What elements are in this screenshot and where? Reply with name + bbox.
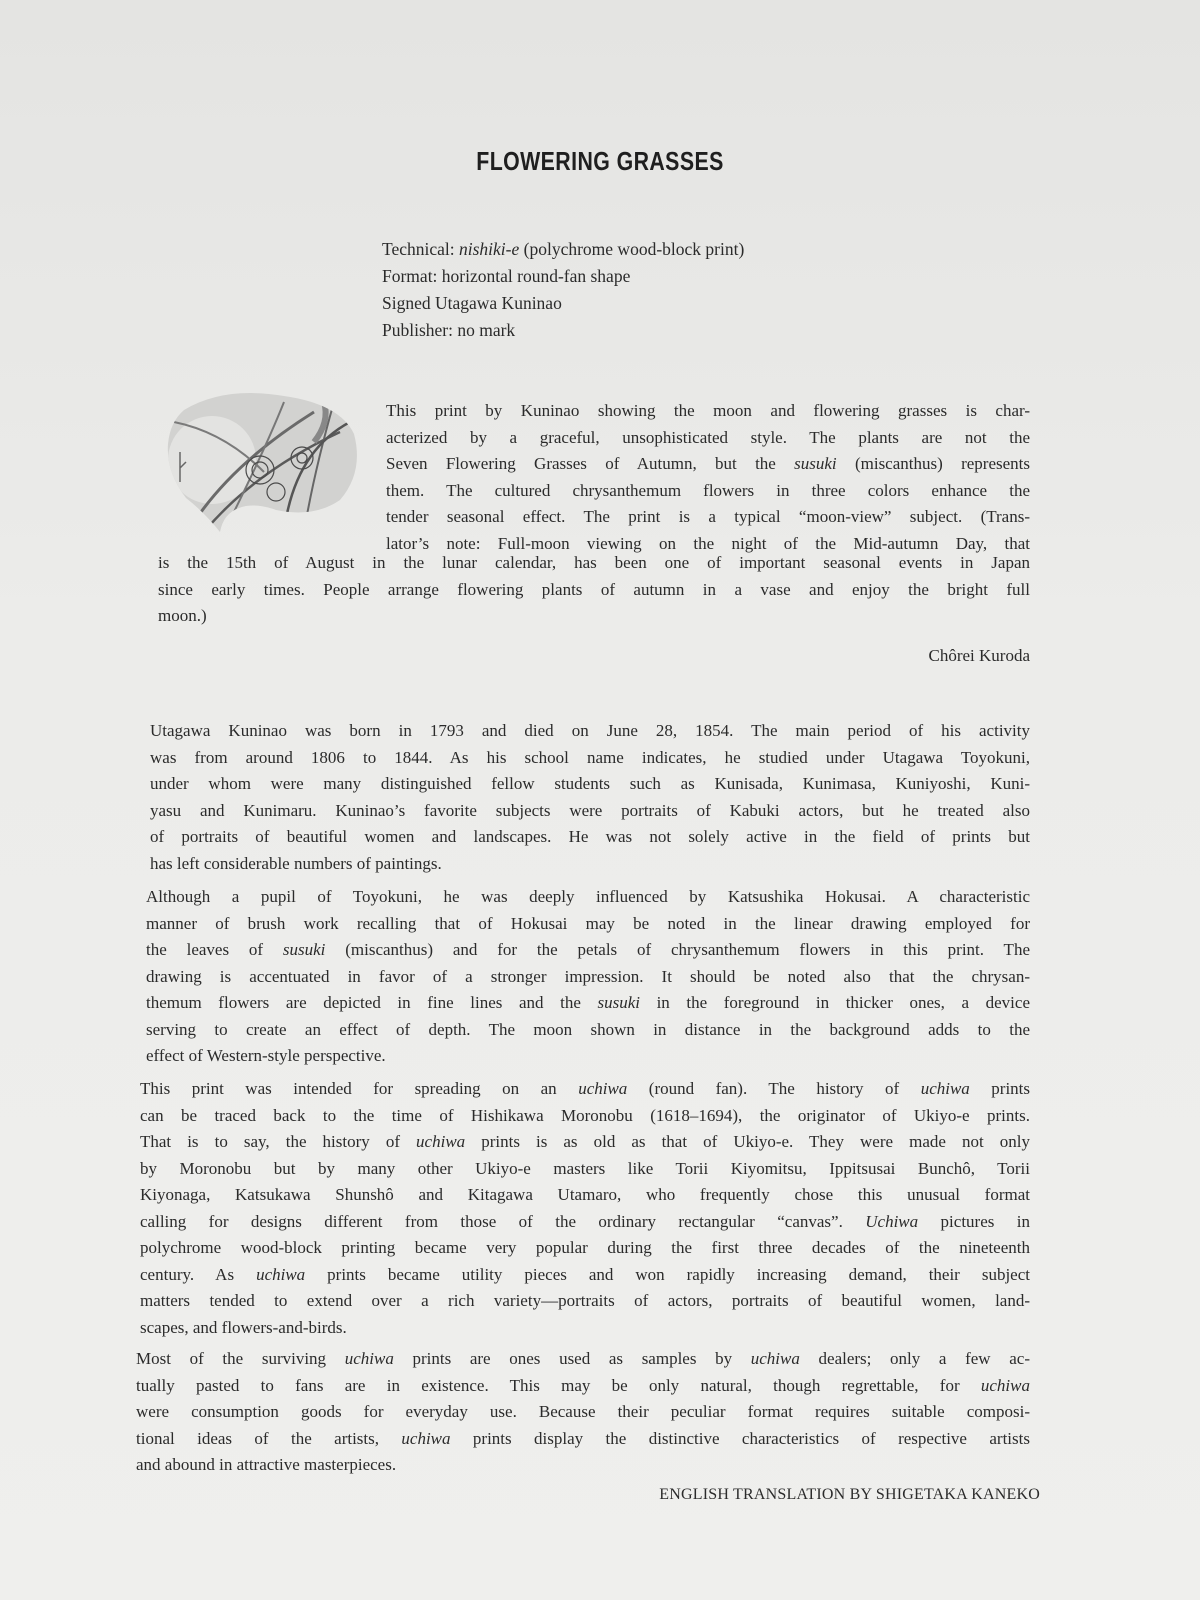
body-line: effect of Western-style perspective. [146,1046,386,1065]
body-paragraph-1 [150,718,1030,877]
body-line: were consumption goods for everyday use. Because their peculiar format requires suitable composi- [136,1402,1030,1421]
intro-paragraph-bottom [158,550,1030,630]
body-paragraph-3 [140,1076,1030,1341]
author-signature: Chôrei Kuroda [928,646,1030,665]
body-line: manner of brush work recalling that of Hokusai may be noted in the linear drawing employed for [146,913,1030,933]
body-line: Although a pupil of Toyokuni, he was deeply influenced by Katsushika Hokusai. A characteristic [146,887,1030,906]
print-metadata [382,236,744,344]
body-line: tually pasted to fans are in existence. This may be only natural, though regrettable, for uchiwa [136,1375,1030,1395]
body-line: can be traced back to the time of Hishikawa Moronobu (1618–1694), the originator of Ukiyo-e prints. [140,1105,1030,1125]
body-line: themum flowers are depicted in fine lines and the susuki in the foreground in thicker ones, a device [146,993,1030,1012]
intro-line: acterized by a graceful, unsophisticated style. The plants are not the [386,427,1030,447]
body-line: tional ideas of the artists, uchiwa prints display the distinctive characteristics of respective artists [136,1428,1030,1448]
body-line: the leaves of susuki (miscanthus) and for the petals of chrysanthemum flowers in this print. The [146,940,1030,959]
intro-line: since early times. People arrange flowering plants of autumn in a vase and enjoy the bright full [158,579,1030,599]
intro-line: This print by Kuninao showing the moon and flowering grasses is char- [386,401,1030,420]
meta-technical-term: nishiki-e [459,239,520,259]
body-line: and abound in attractive masterpieces. [136,1455,397,1474]
body-line: scapes, and flowers-and-birds. [140,1317,347,1337]
page-title: FLOWERING GRASSES [476,146,724,176]
body-line: serving to create an effect of depth. The moon shown in distance in the background adds to the [146,1019,1030,1039]
body-line: calling for designs different from those of the ordinary rectangular “canvas”. Uchiwa pictures in [140,1211,1030,1231]
body-line: Utagawa Kuninao was born in 1793 and died on June 28, 1854. The main period of his activity [150,721,1030,740]
intro-line: them. The cultured chrysanthemum flowers in three colors enhance the [386,480,1030,500]
body-line: matters tended to extend over a rich variety—portraits of actors, portraits of beautiful women, land- [140,1291,1030,1310]
intro-line: Seven Flowering Grasses of Autumn, but the susuki (miscanthus) represents [386,454,1030,473]
body-line: This print was intended for spreading on an uchiwa (round fan). The history of uchiwa prints [140,1079,1031,1098]
body-line: drawing is accentuated in favor of a stronger impression. It should be noted also that the chrysan- [146,966,1030,986]
body-line: was from around 1806 to 1844. As his school name indicates, he studied under Utagawa Toyokuni, [150,747,1030,767]
body-line: That is to say, the history of uchiwa prints is as old as that of Ukiyo-e. They were made not only [140,1132,1030,1151]
meta-format: Format: horizontal round-fan shape [382,266,631,286]
body-line: century. As uchiwa prints became utility pieces and won rapidly increasing demand, their subject [140,1264,1030,1284]
meta-technical: Technical: nishiki-e (polychrome wood-block print) [382,239,745,259]
fan-print-thumbnail-icon [164,392,360,538]
meta-signed: Signed Utagawa Kuninao [382,293,562,313]
meta-publisher: Publisher: no mark [382,320,516,340]
body-paragraph-2 [146,884,1030,1070]
body-paragraph-4 [136,1346,1030,1479]
body-line: of portraits of beautiful women and landscapes. He was not solely active in the field of prints but [150,827,1030,846]
body-line: under whom were many distinguished fellow students such as Kunisada, Kunimasa, Kuniyoshi, Kuni- [150,774,1030,793]
translation-credit: ENGLISH TRANSLATION BY SHIGETAKA KANEKO [659,1486,1040,1503]
body-line: has left considerable numbers of paintings. [150,853,442,873]
body-line: polychrome wood-block printing became very popular during the first three decades of the nineteenth [140,1238,1030,1257]
body-line: by Moronobu but by many other Ukiyo-e masters like Torii Kiyomitsu, Ippitsusai Bunchô, Torii [140,1158,1030,1178]
intro-line: moon.) [158,606,207,625]
body-line: yasu and Kunimaru. Kuninao’s favorite subjects were portraits of Kabuki actors, but he treated also [150,800,1030,820]
body-line: Kiyonaga, Katsukawa Shunshô and Kitagawa Utamaro, who frequently chose this unusual format [140,1185,1030,1204]
intro-line: tender seasonal effect. The print is a typical “moon-view” subject. (Trans- [386,507,1030,526]
intro-paragraph-top [386,398,1030,557]
intro-line: is the 15th of August in the lunar calendar, has been one of important seasonal events in Japan [158,553,1030,572]
body-line: Most of the surviving uchiwa prints are ones used as samples by uchiwa dealers; only a few ac- [136,1349,1030,1368]
intro-line: lator’s note: Full-moon viewing on the night of the Mid-autumn Day, that [386,533,1030,553]
